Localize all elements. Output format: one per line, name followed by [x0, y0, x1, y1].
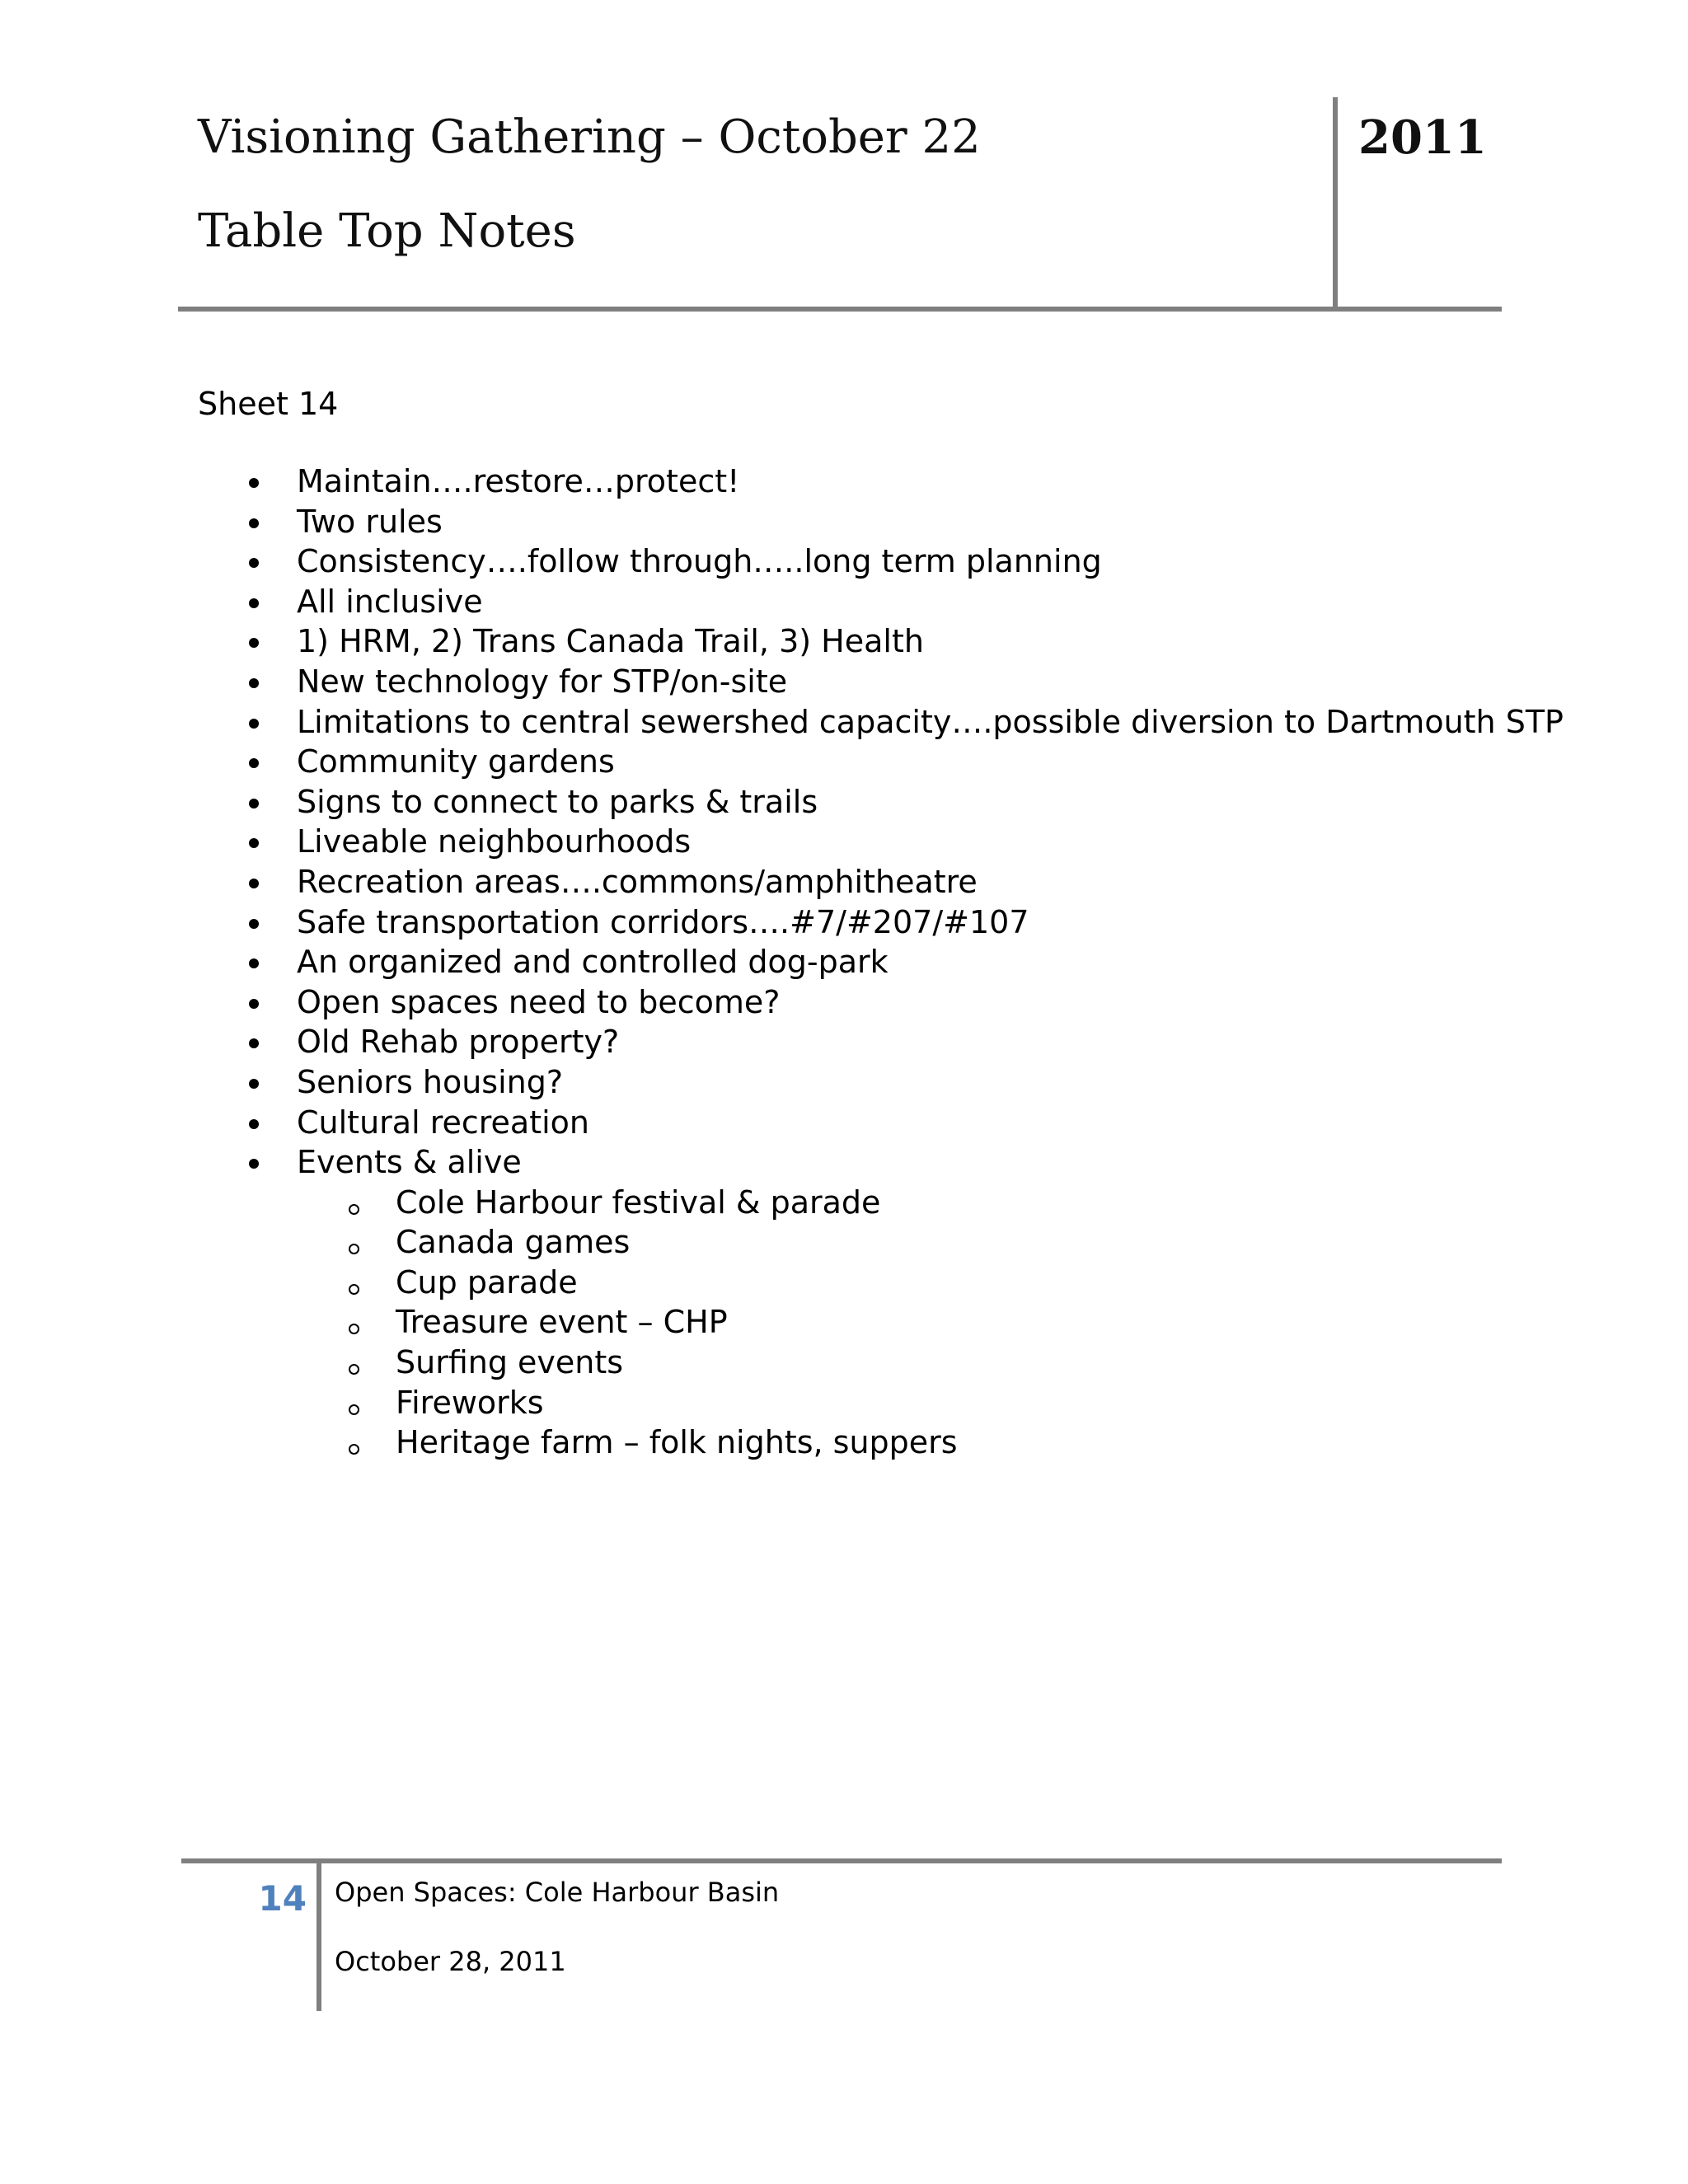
list-item [0, 862, 1688, 902]
bullet-icon [249, 758, 259, 768]
list-item-text: Events & alive [297, 1144, 522, 1181]
sub-list-item [0, 1183, 1688, 1223]
header-year: 2011 [1358, 110, 1487, 165]
header-divider-horizontal [178, 307, 1502, 312]
bullet-icon [249, 919, 259, 929]
sub-list-item [0, 1263, 1688, 1303]
sheet-label: Sheet 14 [198, 386, 339, 422]
hollow-bullet-icon [349, 1244, 359, 1254]
sub-list-item-text: Cole Harbour festival & parade [396, 1183, 881, 1221]
bullet-icon [249, 799, 259, 808]
hollow-bullet-icon [349, 1324, 359, 1334]
list-item-text: Cultural recreation [297, 1104, 590, 1141]
list-item-text: Old Rehab property? [297, 1024, 620, 1061]
hollow-bullet-icon [349, 1204, 359, 1215]
footer-date: October 28, 2011 [335, 1946, 566, 1977]
bullet-icon [249, 638, 259, 648]
list-item-text: 1) HRM, 2) Trans Canada Trail, 3) Health [297, 623, 924, 660]
bullet-icon [249, 838, 259, 848]
bullet-icon [249, 999, 259, 1009]
list-item [0, 782, 1688, 823]
sub-list-item-text: Cup parade [396, 1263, 578, 1301]
list-item-text: Two rules [297, 503, 443, 540]
sub-list-item [0, 1343, 1688, 1383]
list-item-text: Signs to connect to parks & trails [297, 783, 818, 820]
list-item-text: Open spaces need to become? [297, 983, 781, 1020]
hollow-bullet-icon [349, 1284, 359, 1295]
bullet-icon [249, 478, 259, 488]
bullet-icon [249, 1159, 259, 1169]
list-item [0, 942, 1688, 982]
sub-list-item [0, 1222, 1688, 1263]
bullet-icon [249, 678, 259, 688]
page-number: 14 [258, 1878, 307, 1919]
list-item-text: Limitations to central sewershed capacity….possible diversion to Dartmouth STP [297, 703, 1564, 740]
bullet-icon [249, 1038, 259, 1048]
sub-list-item-text: Treasure event – CHP [396, 1304, 728, 1341]
list-item [0, 702, 1688, 743]
notes-list [0, 462, 1688, 1463]
header-title: Visioning Gathering – October 22 [198, 110, 981, 164]
footer-divider-vertical [316, 1863, 321, 2011]
list-item [0, 902, 1688, 943]
sub-list-item [0, 1302, 1688, 1343]
list-item [0, 822, 1688, 862]
list-item-text: Maintain….restore…protect! [297, 463, 740, 499]
list-item [0, 1022, 1688, 1062]
bullet-icon [249, 598, 259, 608]
hollow-bullet-icon [349, 1444, 359, 1455]
sub-list-item-text: Heritage farm – folk nights, suppers [396, 1424, 958, 1461]
list-item [0, 1142, 1688, 1183]
list-item [0, 502, 1688, 542]
list-item-text: New technology for STP/on-site [297, 663, 788, 700]
bullet-icon [249, 958, 259, 968]
list-item [0, 541, 1688, 582]
bullet-icon [249, 719, 259, 729]
footer-document-title: Open Spaces: Cole Harbour Basin [335, 1877, 780, 1908]
hollow-bullet-icon [349, 1404, 359, 1415]
bullet-icon [249, 879, 259, 888]
sub-list-item-text: Canada games [396, 1224, 631, 1261]
list-item-text: Recreation areas….commons/amphitheatre [297, 863, 978, 900]
list-item-text: Safe transportation corridors….#7/#207/#107 [297, 903, 1029, 940]
bullet-icon [249, 558, 259, 568]
footer-divider-horizontal [181, 1858, 1502, 1863]
sub-list-item-text: Surfing events [396, 1344, 624, 1381]
list-item [0, 462, 1688, 502]
list-item [0, 1103, 1688, 1143]
hollow-bullet-icon [349, 1364, 359, 1375]
sub-list-item [0, 1422, 1688, 1463]
header-divider-vertical [1333, 97, 1338, 310]
bullet-icon [249, 1119, 259, 1129]
list-item [0, 621, 1688, 662]
sub-list-item [0, 1383, 1688, 1423]
bullet-icon [249, 518, 259, 528]
list-item [0, 982, 1688, 1023]
list-item [0, 742, 1688, 782]
list-item [0, 1062, 1688, 1103]
list-item [0, 582, 1688, 622]
list-item-text: Seniors housing? [297, 1063, 564, 1100]
list-item [0, 662, 1688, 702]
list-item-text: Liveable neighbourhoods [297, 823, 692, 860]
list-item-text: Consistency….follow through…..long term planning [297, 543, 1102, 580]
list-item-text: Community gardens [297, 743, 615, 780]
bullet-icon [249, 1079, 259, 1089]
list-item-text: All inclusive [297, 583, 483, 620]
header-subtitle: Table Top Notes [198, 204, 576, 258]
sub-list-item-text: Fireworks [396, 1384, 544, 1421]
list-item-text: An organized and controlled dog-park [297, 944, 889, 981]
